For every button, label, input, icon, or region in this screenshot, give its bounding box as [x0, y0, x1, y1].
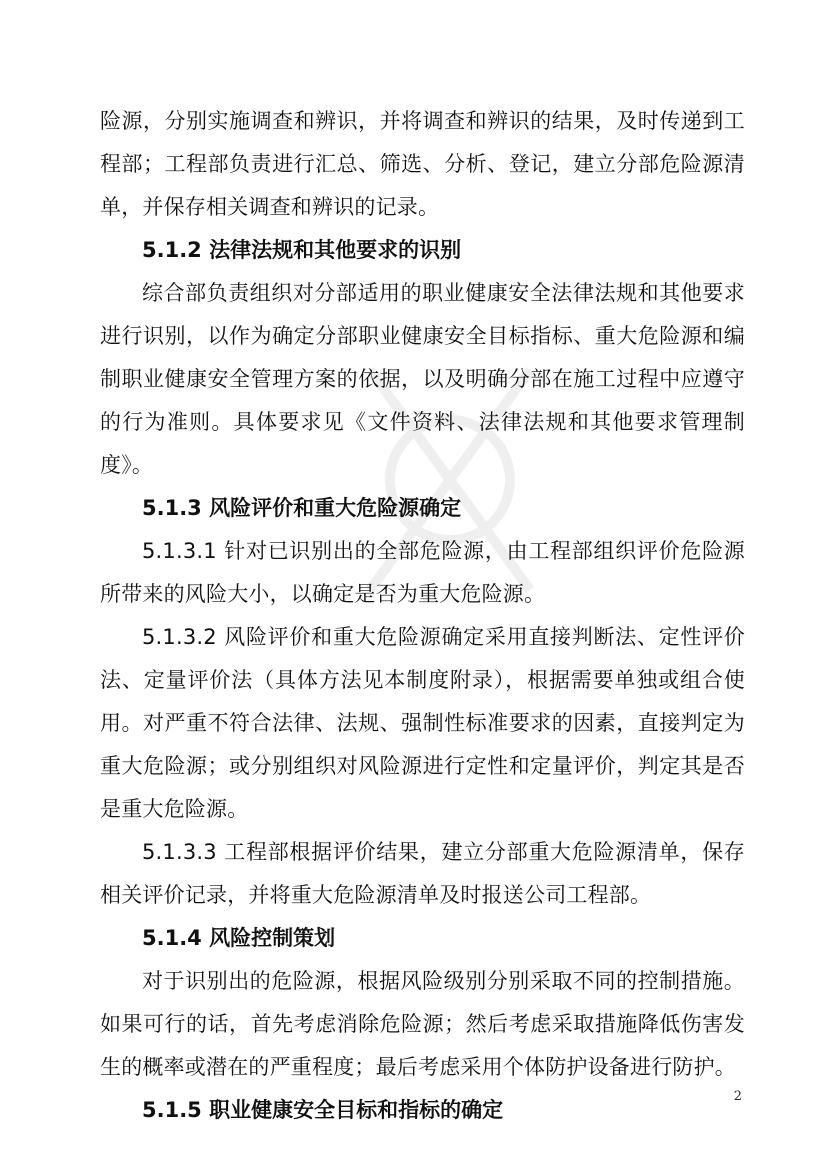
paragraph-5-1-2: 综合部负责组织对分部适用的职业健康安全法律法规和其他要求进行识别，以作为确定分部职业健康安全目标指标、重大危险源和编制职业健康安全管理方案的依据，以及明确分部在施工过程中应遵守的行为准则。具体要求见《文件资料、法律法规和其他要求管理制度》。: [100, 281, 745, 477]
document-body: [100, 100, 745, 1132]
section-heading-5-1-4: 5.1.4 风险控制策划: [142, 926, 336, 950]
page-number: 2: [733, 1089, 742, 1104]
paragraph-5-1-3-2: 5.1.3.2 风险评价和重大危险源确定采用直接判断法、定性评价法、定量评价法（具体方法见本制度附录），根据需要单独或组合使用。对严重不符合法律、法规、强制性标准要求的因素，直接判定为重大危险源；或分别组织对风险源进行定性和定量评价，判定其是否是重大危险源。: [100, 625, 745, 821]
paragraph-continuation: 险源，分别实施调查和辨识，并将调查和辨识的结果，及时传递到工程部；工程部负责进行汇总、筛选、分析、登记，建立分部危险源清单，并保存相关调查和辨识的记录。: [100, 109, 745, 219]
section-heading-5-1-2: 5.1.2 法律法规和其他要求的识别: [142, 238, 462, 262]
paragraph-5-1-4: 对于识别出的危险源，根据风险级别分别采取不同的控制措施。如果可行的话，首先考虑消除危险源；然后考虑采取措施降低伤害发生的概率或潜在的严重程度；最后考虑采用个体防护设备进行防护。: [100, 969, 745, 1079]
paragraph-5-1-3-3: 5.1.3.3 工程部根据评价结果，建立分部重大危险源清单，保存相关评价记录，并将重大危险源清单及时报送公司工程部。: [100, 840, 745, 907]
section-heading-5-1-5: 5.1.5 职业健康安全目标和指标的确定: [142, 1098, 504, 1122]
section-heading-5-1-3: 5.1.3 风险评价和重大危险源确定: [142, 496, 462, 520]
paragraph-5-1-3-1: 5.1.3.1 针对已识别出的全部危险源，由工程部组织评价危险源所带来的风险大小，以确定是否为重大危险源。: [100, 539, 745, 606]
